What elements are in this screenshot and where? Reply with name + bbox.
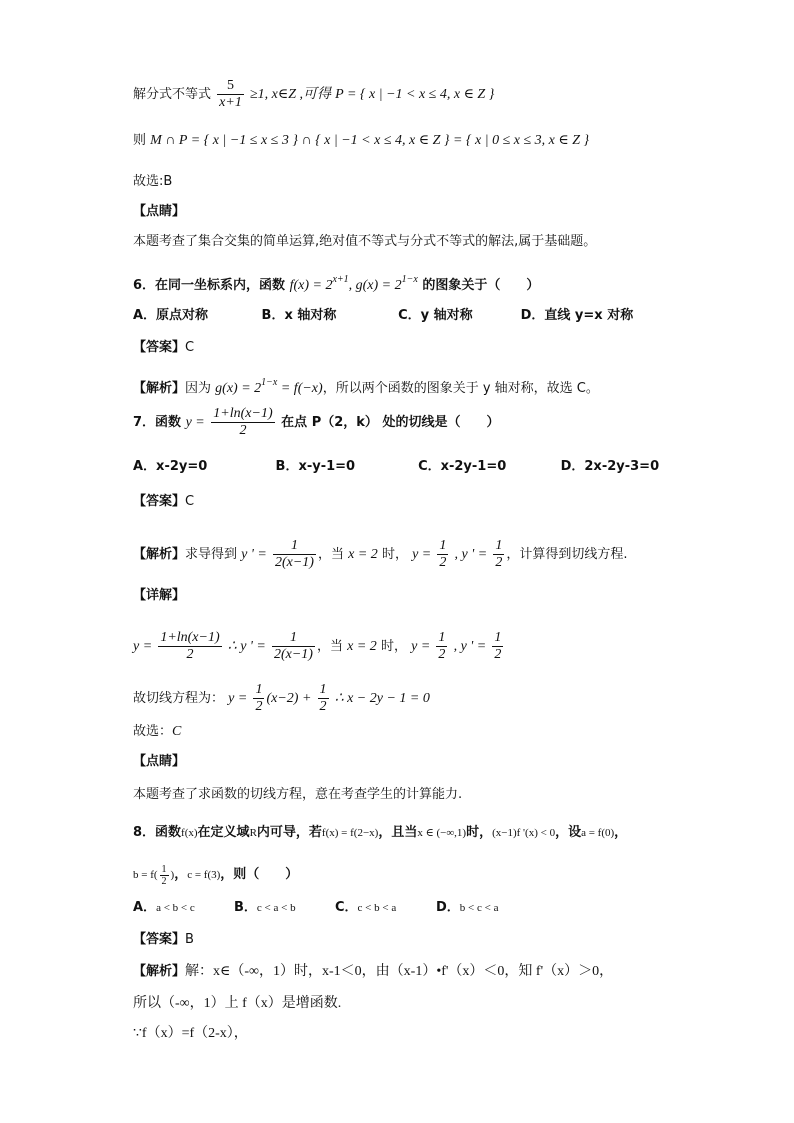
option-c: C．y 轴对称 bbox=[398, 308, 473, 323]
text: 8．函数 bbox=[133, 825, 182, 840]
text: 6．在同一坐标系内，函数 bbox=[133, 278, 286, 293]
option-d: D．直线 y=x 对称 bbox=[520, 308, 634, 323]
fraction bbox=[158, 630, 221, 663]
fraction bbox=[160, 864, 169, 887]
fraction bbox=[211, 406, 274, 439]
answer-value: C bbox=[185, 340, 195, 355]
option-a: A．原点对称 bbox=[133, 308, 209, 323]
analysis-8 bbox=[133, 962, 613, 982]
text: ，则（ ） bbox=[220, 867, 299, 883]
option-label: B． bbox=[234, 900, 257, 915]
tangent-line bbox=[133, 682, 430, 715]
fraction-numerator: 1 bbox=[255, 682, 263, 697]
answer-7 bbox=[133, 492, 194, 512]
question-6 bbox=[133, 270, 539, 296]
analysis-line-2: 所以（-∞，1）上 f（x）是增函数. bbox=[133, 996, 342, 1011]
text: ，且当 bbox=[378, 825, 418, 840]
exponent: x+1 bbox=[332, 274, 349, 285]
fraction-numerator: 1+ln(x−1) bbox=[213, 406, 273, 421]
fraction-numerator: 1 bbox=[161, 864, 167, 875]
math-b bbox=[133, 864, 175, 887]
text: 故选： bbox=[133, 724, 173, 739]
text: , g(x) = 2 bbox=[348, 278, 402, 293]
answer-value: C bbox=[185, 494, 195, 509]
choose-answer-line: 故选:B bbox=[133, 174, 173, 189]
text: ，当 bbox=[317, 547, 344, 562]
option-label: A． bbox=[133, 900, 157, 915]
math-f: f(x) bbox=[181, 827, 198, 839]
math-inequality: (x−1)f '(x) < 0 bbox=[492, 827, 556, 839]
text: ，所以两个函数的图象关于 y 轴对称，故选 C。 bbox=[322, 381, 599, 396]
fraction-numerator: 1 bbox=[439, 538, 447, 553]
math-y: y = bbox=[228, 691, 248, 706]
fraction-denominator: 2 bbox=[494, 647, 502, 662]
answer-8 bbox=[133, 930, 194, 950]
text: 7．函数 bbox=[133, 415, 182, 430]
section-label-xiangjie: 【详解】 bbox=[133, 588, 186, 603]
fraction bbox=[273, 538, 316, 571]
option-value: b < c < a bbox=[459, 902, 499, 914]
solution-line-2 bbox=[133, 131, 589, 151]
analysis-6 bbox=[133, 373, 599, 399]
text: 时， bbox=[380, 639, 407, 654]
fraction-denominator: 2 bbox=[255, 699, 263, 714]
fraction-denominator: 2 bbox=[186, 647, 194, 662]
fraction-denominator: 2 bbox=[319, 699, 327, 714]
text: 时， bbox=[381, 547, 408, 562]
fraction-denominator: 2 bbox=[239, 423, 247, 438]
text: ， bbox=[174, 867, 188, 883]
text: ，计算得到切线方程. bbox=[506, 547, 628, 562]
option-value: c < b < a bbox=[357, 902, 397, 914]
fraction-denominator: 2(x−1) bbox=[274, 555, 314, 570]
math-therefore: ∴ y ' = bbox=[227, 639, 266, 654]
math-expression: ≥1, x∈Z ,可得 bbox=[249, 87, 332, 102]
fraction-numerator: 1 bbox=[272, 630, 315, 647]
text: 因为 bbox=[185, 381, 212, 396]
math-y: y = bbox=[185, 415, 205, 430]
fraction bbox=[437, 538, 448, 571]
option-b: B．x-y-1=0 bbox=[275, 459, 356, 474]
fraction bbox=[436, 630, 447, 663]
math-equation: f(x) = f(2−x) bbox=[321, 827, 379, 839]
exponent: 1−x bbox=[261, 377, 278, 388]
math-interval: x ∈ (−∞,1) bbox=[417, 827, 467, 839]
answer-6 bbox=[133, 338, 194, 358]
question-8-line-1 bbox=[133, 823, 627, 843]
option-c bbox=[335, 898, 436, 918]
text: 在点 bbox=[281, 415, 308, 430]
math-R: R bbox=[249, 827, 257, 839]
analysis-text: 解：x∈（-∞，1）时，x-1＜0，由（x-1）•f'（x）＜0，知 f'（x）＞0， bbox=[185, 964, 614, 979]
fraction-denominator: 2 bbox=[495, 555, 503, 570]
option-value: c < a < b bbox=[256, 902, 296, 914]
text: ，设 bbox=[555, 825, 582, 840]
option-a bbox=[133, 898, 234, 918]
analysis-label: 【解析】 bbox=[133, 381, 186, 396]
math-y-prime: , y ' = bbox=[453, 639, 487, 654]
math-f bbox=[289, 274, 418, 293]
option-c: C．x-2y-1=0 bbox=[418, 459, 507, 474]
answer-label: 【答案】 bbox=[133, 932, 186, 947]
text: 解分式不等式 bbox=[133, 87, 212, 102]
fraction-numerator: 1 bbox=[494, 630, 502, 645]
detail-line-1 bbox=[133, 630, 505, 663]
fraction-numerator: 1+ln(x−1) bbox=[160, 630, 220, 645]
option-label: D． bbox=[436, 900, 460, 915]
option-d: D．2x-2y-3=0 bbox=[560, 459, 660, 474]
text: 时， bbox=[466, 825, 493, 840]
fraction bbox=[318, 682, 329, 715]
comment-text: 本题考查了集合交集的简单运算,绝对值不等式与分式不等式的解法,属于基础题。 bbox=[133, 234, 597, 249]
fraction-denominator: x+1 bbox=[219, 95, 242, 110]
option-label: C． bbox=[335, 900, 358, 915]
fraction-numerator: 5 bbox=[217, 78, 244, 95]
math-a: a = f(0) bbox=[581, 827, 615, 839]
math-y: y = bbox=[411, 639, 431, 654]
section-label-dianjing: 【点睛】 bbox=[133, 204, 186, 219]
fraction bbox=[492, 630, 503, 663]
text: 则 bbox=[133, 133, 147, 148]
fraction bbox=[217, 78, 244, 111]
point: P（2，k） bbox=[311, 415, 378, 430]
answer-value: C bbox=[172, 724, 182, 739]
text: ，当 bbox=[316, 639, 343, 654]
fraction-numerator: 1 bbox=[495, 538, 503, 553]
question-6-options bbox=[133, 306, 633, 326]
answer-label: 【答案】 bbox=[133, 340, 186, 355]
exponent: 1−x bbox=[401, 274, 418, 285]
math-x: x = 2 bbox=[348, 547, 378, 562]
math-set-P: P = { x | −1 < x ≤ 4, x ∈ Z } bbox=[335, 87, 495, 102]
text: g(x) = 2 bbox=[215, 381, 262, 396]
text: 故切线方程为： bbox=[133, 691, 225, 706]
math-y: y = bbox=[133, 639, 153, 654]
math-expression bbox=[215, 377, 323, 396]
fraction-denominator: 2 bbox=[438, 647, 446, 662]
math-y: y = bbox=[412, 547, 432, 562]
text: 处的切线是（ ） bbox=[382, 415, 500, 430]
analysis-line-3: ∵f（x）=f（2-x）， bbox=[133, 1026, 248, 1041]
math-equation: ∴ x − 2y − 1 = 0 bbox=[334, 691, 430, 706]
math-intersection: M ∩ P = { x | −1 ≤ x ≤ 3 } ∩ { x | −1 < x ≤ 4, x ∈ Z } = { x | 0 ≤ x ≤ 3, x ∈ Z } bbox=[150, 133, 590, 148]
math-c: c = f(3) bbox=[187, 869, 221, 882]
fraction-numerator: 1 bbox=[438, 630, 446, 645]
analysis-label: 【解析】 bbox=[133, 547, 186, 562]
fraction-numerator: 1 bbox=[273, 538, 316, 555]
text: = f(−x) bbox=[280, 381, 323, 396]
fraction-denominator: 2(x−1) bbox=[273, 647, 313, 662]
question-8-options bbox=[133, 898, 498, 918]
fraction bbox=[493, 538, 504, 571]
text: 求导得到 bbox=[185, 547, 238, 562]
text: b = f( bbox=[133, 869, 158, 882]
math-expression: (x−2) + bbox=[266, 691, 312, 706]
question-7 bbox=[133, 406, 499, 439]
option-value: a < b < c bbox=[156, 902, 195, 914]
section-label-dianjing: 【点睛】 bbox=[133, 754, 186, 769]
math-y-prime: y ' = bbox=[241, 547, 267, 562]
text: 内可导，若 bbox=[256, 825, 322, 840]
analysis-label: 【解析】 bbox=[133, 964, 186, 979]
fraction-numerator: 1 bbox=[319, 682, 327, 697]
option-d bbox=[436, 898, 498, 918]
fraction bbox=[272, 630, 315, 663]
option-b bbox=[234, 898, 335, 918]
math-y-prime: , y ' = bbox=[454, 547, 488, 562]
answer-value: B bbox=[185, 932, 194, 947]
fraction bbox=[253, 682, 264, 715]
answer-label: 【答案】 bbox=[133, 494, 186, 509]
fraction-denominator: 2 bbox=[439, 555, 447, 570]
option-a: A．x-2y=0 bbox=[133, 459, 208, 474]
fraction-denominator: 2 bbox=[161, 876, 167, 887]
text: ， bbox=[614, 825, 628, 840]
solution-line-1 bbox=[133, 78, 494, 111]
question-8-line-2 bbox=[133, 864, 298, 887]
text: f(x) = 2 bbox=[289, 278, 333, 293]
question-7-options bbox=[133, 457, 659, 477]
math-x: x = 2 bbox=[347, 639, 377, 654]
option-b: B．x 轴对称 bbox=[261, 308, 337, 323]
text: 在定义域 bbox=[197, 825, 250, 840]
analysis-7 bbox=[133, 538, 627, 571]
text: ) bbox=[170, 869, 175, 882]
comment-text: 本题考查了求函数的切线方程，意在考查学生的计算能力. bbox=[133, 787, 463, 802]
text: 的图象关于（ ） bbox=[422, 278, 540, 293]
choose-answer-7 bbox=[133, 722, 181, 742]
